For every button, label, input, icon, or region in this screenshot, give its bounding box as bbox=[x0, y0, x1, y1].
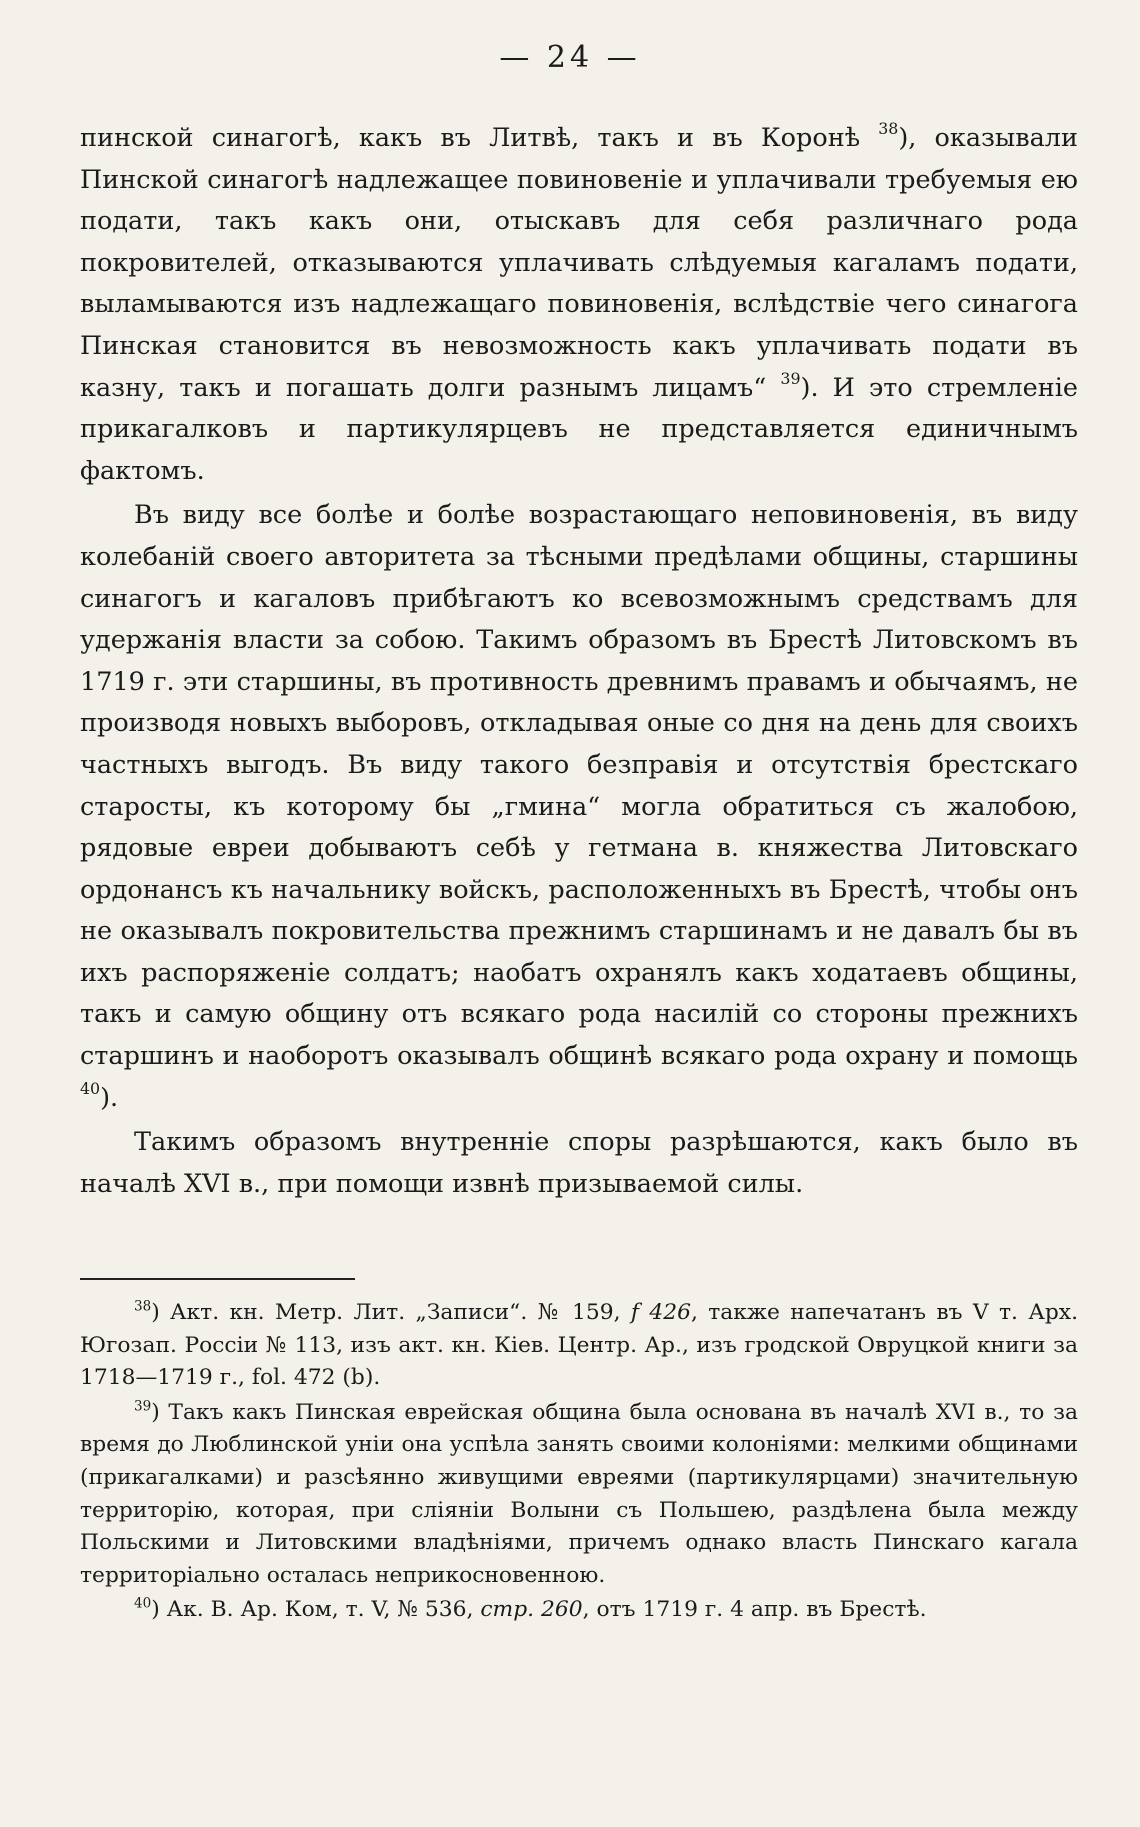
paragraph-1-text-a: пинской синагогѣ, какъ въ Литвѣ, такъ и въ Коронѣ bbox=[80, 123, 879, 153]
footnote-40-italic: стр. 260 bbox=[480, 1597, 583, 1623]
footnote-40-text-b: , отъ 1719 г. 4 апр. въ Брестѣ. bbox=[582, 1597, 927, 1623]
footnote-40-text-a: ) Ак. В. Ар. Ком, т. V, № 536, bbox=[151, 1597, 481, 1623]
footnote-39-text: ) Такъ какъ Пинская еврейская община была основана въ началѣ XVI в., то за время до Люблинской уніи она успѣла занять своими колоніями: мелкими общинами (прикагалками) и разсѣянно живущими евреями (партикулярцами) значительную территорію, которая, при сліяніи Волыни съ Польшею, раздѣлена была между Польскими и Литовскими владѣніями, причемъ однако власть Пинскаго кагала территоріально осталась неприкосновенною. bbox=[80, 1399, 1078, 1588]
paragraph-1 bbox=[80, 118, 1078, 492]
footnote-ref-39[interactable]: 39 bbox=[780, 368, 801, 388]
paragraph-2-text-a: Въ виду все болѣе и болѣе возрастающаго неповиновенія, въ виду колебаній своего авторитета за тѣсными предѣлами общины, старшины синагогъ и кагаловъ прибѣгаютъ ко всевозможнымъ средствамъ для удержанія власти за собою. Такимъ образомъ въ Брестѣ Литовскомъ въ 1719 г. эти старшины, въ противность древнимъ правамъ и обычаямъ, не производя новыхъ выборовъ, откладывая оные со дня на день для своихъ частныхъ выгодъ. Въ виду такого безправія и отсутствія брестскаго старосты, къ которому бы „гмина“ могла обратиться съ жалобою, рядовые евреи добываютъ себѣ у гетмана в. княжества Литовскаго ордонансъ къ начальнику войскъ, расположенныхъ въ Брестѣ, чтобы онъ не оказывалъ покровительства прежнимъ старшинамъ и не давалъ бы въ ихъ распоряженіе солдатъ; наобатъ охранялъ какъ ходатаевъ общины, такъ и самую общину отъ всякаго рода насилій со стороны прежнихъ старшинъ и наоборотъ оказывалъ общинѣ всякаго рода охрану и помощь bbox=[80, 500, 1078, 1072]
footnote-38-text-b: , также напечатанъ въ V т. Арх. Югозап. Россіи № 113, изъ акт. кн. Кіев. Центр. Ар., изъ гродской Овруцкой книги за 1718—1719 г., fol. 472 (b). bbox=[80, 1300, 1078, 1391]
footnote-39 bbox=[80, 1397, 1078, 1593]
footnote-40-marker: 40 bbox=[134, 1596, 152, 1613]
paragraph-3: Такимъ образомъ внутренніе споры разрѣшаются, какъ было въ началѣ XVI в., при помощи извнѣ призываемой силы. bbox=[80, 1127, 1078, 1199]
footnote-38 bbox=[80, 1297, 1078, 1395]
footnote-40 bbox=[80, 1594, 1078, 1627]
paragraph-1-text-c: ). И это стремленіе прикагалковъ и партикулярцевъ не представляется единичнымъ фактомъ. bbox=[80, 372, 1078, 486]
footnote-39-marker: 39 bbox=[134, 1398, 152, 1415]
footnote-38-marker: 38 bbox=[134, 1298, 152, 1315]
footnotes bbox=[80, 1297, 1078, 1627]
footnote-ref-38[interactable]: 38 bbox=[878, 119, 899, 139]
main-text bbox=[80, 118, 1078, 1205]
footnote-separator bbox=[80, 1278, 355, 1280]
footnote-ref-40[interactable]: 40 bbox=[80, 1078, 101, 1098]
footnote-38-italic: f 426 bbox=[630, 1300, 691, 1325]
paragraph-2-text-b: ). bbox=[100, 1082, 119, 1113]
paragraph-1-text-b: ), оказывали Пинской синагогѣ надлежащее повиновеніе и уплачивали требуемыя ею подати, такъ какъ они, отыскавъ для себя различнаго рода покровителей, отказываются уплачивать слѣдуемыя кагаламъ подати, выламываются изъ надлежащаго повиновенія, вслѣдствіе чего синагога Пинская становится въ невозможность какъ уплачивать подати въ казну, такъ и погашать долги разнымъ лицамъ“ bbox=[80, 123, 1078, 403]
paragraph-2 bbox=[80, 495, 1078, 1119]
page-number: — 24 — bbox=[499, 40, 641, 75]
footnote-38-text-a: ) Акт. кн. Метр. Лит. „Записи“. № 159, bbox=[151, 1300, 631, 1325]
